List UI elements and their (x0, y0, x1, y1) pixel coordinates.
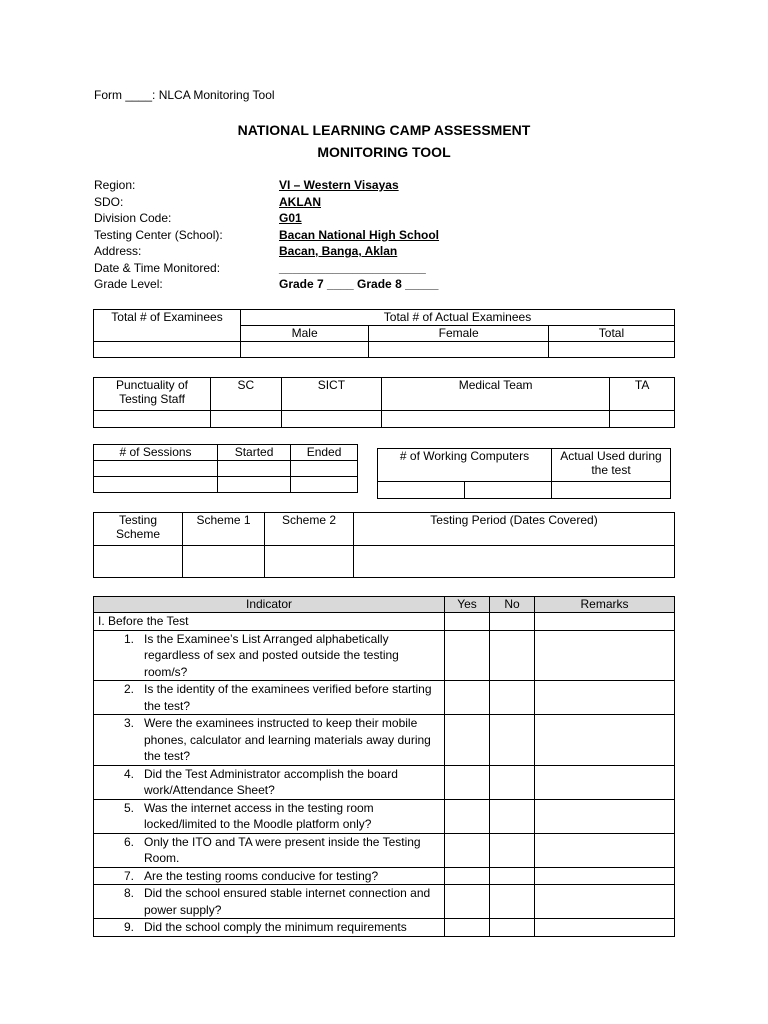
region-value: VI – Western Visayas (279, 178, 399, 192)
item-number: 8. (123, 886, 134, 900)
table-cell[interactable] (354, 546, 675, 578)
table-cell[interactable] (218, 477, 291, 493)
remarks-cell[interactable] (535, 765, 675, 799)
item-number: 5. (123, 800, 134, 815)
item-text: Did the Test Administrator accomplish the board work/Attendance Sheet? (144, 766, 398, 797)
remarks-cell[interactable] (535, 885, 675, 919)
table-cell[interactable] (183, 546, 265, 578)
indicator-header: Indicator (94, 597, 445, 613)
sessions-table (93, 444, 358, 493)
table-cell[interactable] (265, 546, 354, 578)
examinees-table (93, 309, 675, 358)
yes-cell[interactable] (445, 681, 490, 715)
ended-header: Ended (291, 445, 358, 461)
indicator-table (93, 596, 675, 937)
no-cell[interactable] (490, 833, 535, 867)
sict-header: SICT (281, 378, 381, 411)
remarks-cell[interactable] (535, 681, 675, 715)
female-header: Female (369, 326, 549, 342)
no-cell[interactable] (490, 919, 535, 937)
item-number: 9. (123, 920, 134, 934)
table-cell[interactable] (94, 411, 211, 428)
item-text: Did the school ensured stable internet connection and power supply? (144, 886, 431, 917)
no-cell[interactable] (490, 885, 535, 919)
table-row (94, 799, 675, 833)
sdo-label: SDO: (94, 194, 124, 209)
item-text: Did the school comply the minimum requirements (144, 920, 407, 934)
total-examinees-header: Total # of Examinees (94, 310, 241, 342)
item-text: Were the examinees instructed to keep their mobile phones, calculator and learning materials away during the test? (144, 716, 431, 763)
item-text: Is the identity of the examinees verified before starting the test? (144, 682, 432, 713)
medical-team-header: Medical Team (381, 378, 609, 411)
division-code-value: G01 (279, 211, 302, 225)
remarks-cell[interactable] (535, 613, 675, 631)
yes-cell[interactable] (445, 630, 490, 681)
yes-cell[interactable] (445, 833, 490, 867)
testing-center-label: Testing Center (School): (94, 227, 223, 242)
started-header: Started (218, 445, 291, 461)
yes-cell[interactable] (445, 765, 490, 799)
table-cell[interactable] (94, 461, 218, 477)
no-cell[interactable] (490, 867, 535, 885)
table-row (94, 715, 675, 766)
item-number: 1. (123, 631, 134, 646)
form-label: Form ____: NLCA Monitoring Tool (94, 88, 275, 102)
item-text: Only the ITO and TA were present inside the Testing Room. (144, 834, 421, 865)
scheme-1-header: Scheme 1 (183, 513, 265, 546)
grade-level-field[interactable]: Grade 7 ____ Grade 8 _____ (279, 277, 439, 291)
section-label: I. Before the Test (94, 613, 445, 631)
testing-center-value: Bacan National High School (279, 227, 440, 242)
scheme-table (93, 512, 675, 578)
sc-header: SC (211, 378, 282, 411)
testing-scheme-header: Testing Scheme (94, 513, 183, 546)
table-cell[interactable] (211, 411, 282, 428)
date-time-field[interactable]: ______________________ (279, 260, 426, 275)
remarks-cell[interactable] (535, 715, 675, 766)
table-row (94, 630, 675, 681)
no-header: No (490, 597, 535, 613)
no-cell[interactable] (490, 715, 535, 766)
table-cell[interactable] (552, 482, 671, 499)
table-cell[interactable] (378, 482, 465, 499)
item-number: 4. (123, 766, 134, 781)
no-cell[interactable] (490, 799, 535, 833)
table-cell[interactable] (94, 546, 183, 578)
testing-period-header: Testing Period (Dates Covered) (354, 513, 675, 546)
table-cell[interactable] (548, 342, 674, 358)
table-cell[interactable] (610, 411, 675, 428)
table-cell[interactable] (218, 461, 291, 477)
remarks-cell[interactable] (535, 799, 675, 833)
sdo-value: AKLAN (279, 194, 321, 209)
remarks-cell[interactable] (535, 919, 675, 937)
date-time-label: Date & Time Monitored: (94, 260, 221, 275)
no-cell[interactable] (490, 630, 535, 681)
remarks-cell[interactable] (535, 867, 675, 885)
division-code-label: Division Code: (94, 211, 172, 225)
no-cell[interactable] (490, 613, 535, 631)
yes-cell[interactable] (445, 885, 490, 919)
male-header: Male (241, 326, 369, 342)
total-actual-header: Total # of Actual Examinees (241, 310, 675, 326)
actual-used-header: Actual Used during the test (552, 449, 671, 482)
document-title-line-2: MONITORING TOOL (317, 144, 451, 160)
table-row (94, 681, 675, 715)
table-cell[interactable] (94, 477, 218, 493)
item-number: 2. (123, 682, 134, 696)
table-cell[interactable] (291, 461, 358, 477)
address-label: Address: (94, 244, 142, 258)
table-row (94, 919, 675, 937)
item-number: 6. (123, 834, 134, 849)
yes-cell[interactable] (445, 867, 490, 885)
address-value: Bacan, Banga, Aklan (279, 244, 398, 258)
item-text: Was the internet access in the testing room locked/limited to the Moodle platform only? (144, 800, 374, 831)
remarks-cell[interactable] (535, 833, 675, 867)
no-cell[interactable] (490, 765, 535, 799)
grade-level-label: Grade Level: (94, 277, 163, 291)
region-label: Region: (94, 178, 136, 192)
yes-cell[interactable] (445, 715, 490, 766)
yes-cell[interactable] (445, 799, 490, 833)
yes-cell[interactable] (445, 919, 490, 937)
table-row (94, 867, 675, 885)
sessions-header: # of Sessions (94, 445, 218, 461)
scheme-2-header: Scheme 2 (265, 513, 354, 546)
table-row (94, 885, 675, 919)
no-cell[interactable] (490, 681, 535, 715)
table-cell[interactable] (381, 411, 609, 428)
table-cell[interactable] (281, 411, 381, 428)
table-cell[interactable] (241, 342, 369, 358)
table-cell[interactable] (369, 342, 549, 358)
punctuality-table (93, 377, 675, 428)
punctuality-header: Punctuality of Testing Staff (94, 378, 211, 411)
total-header: Total (548, 326, 674, 342)
item-text: Are the testing rooms conducive for testing? (144, 868, 379, 883)
table-row (94, 765, 675, 799)
document-title-line-1: NATIONAL LEARNING CAMP ASSESSMENT (237, 122, 531, 138)
remarks-header: Remarks (535, 597, 675, 613)
ta-header: TA (610, 378, 675, 411)
item-number: 7. (123, 868, 134, 883)
remarks-cell[interactable] (535, 630, 675, 681)
table-cell[interactable] (464, 482, 551, 499)
computers-table (377, 448, 671, 499)
info-block (94, 178, 514, 294)
item-text: Is the Examinee’s List Arranged alphabetically regardless of sex and posted outside the testing room/s? (144, 631, 399, 679)
table-cell[interactable] (94, 342, 241, 358)
item-number: 3. (123, 716, 134, 730)
yes-cell[interactable] (445, 613, 490, 631)
yes-header: Yes (445, 597, 490, 613)
table-cell[interactable] (291, 477, 358, 493)
table-row (94, 833, 675, 867)
working-computers-header: # of Working Computers (378, 449, 552, 482)
